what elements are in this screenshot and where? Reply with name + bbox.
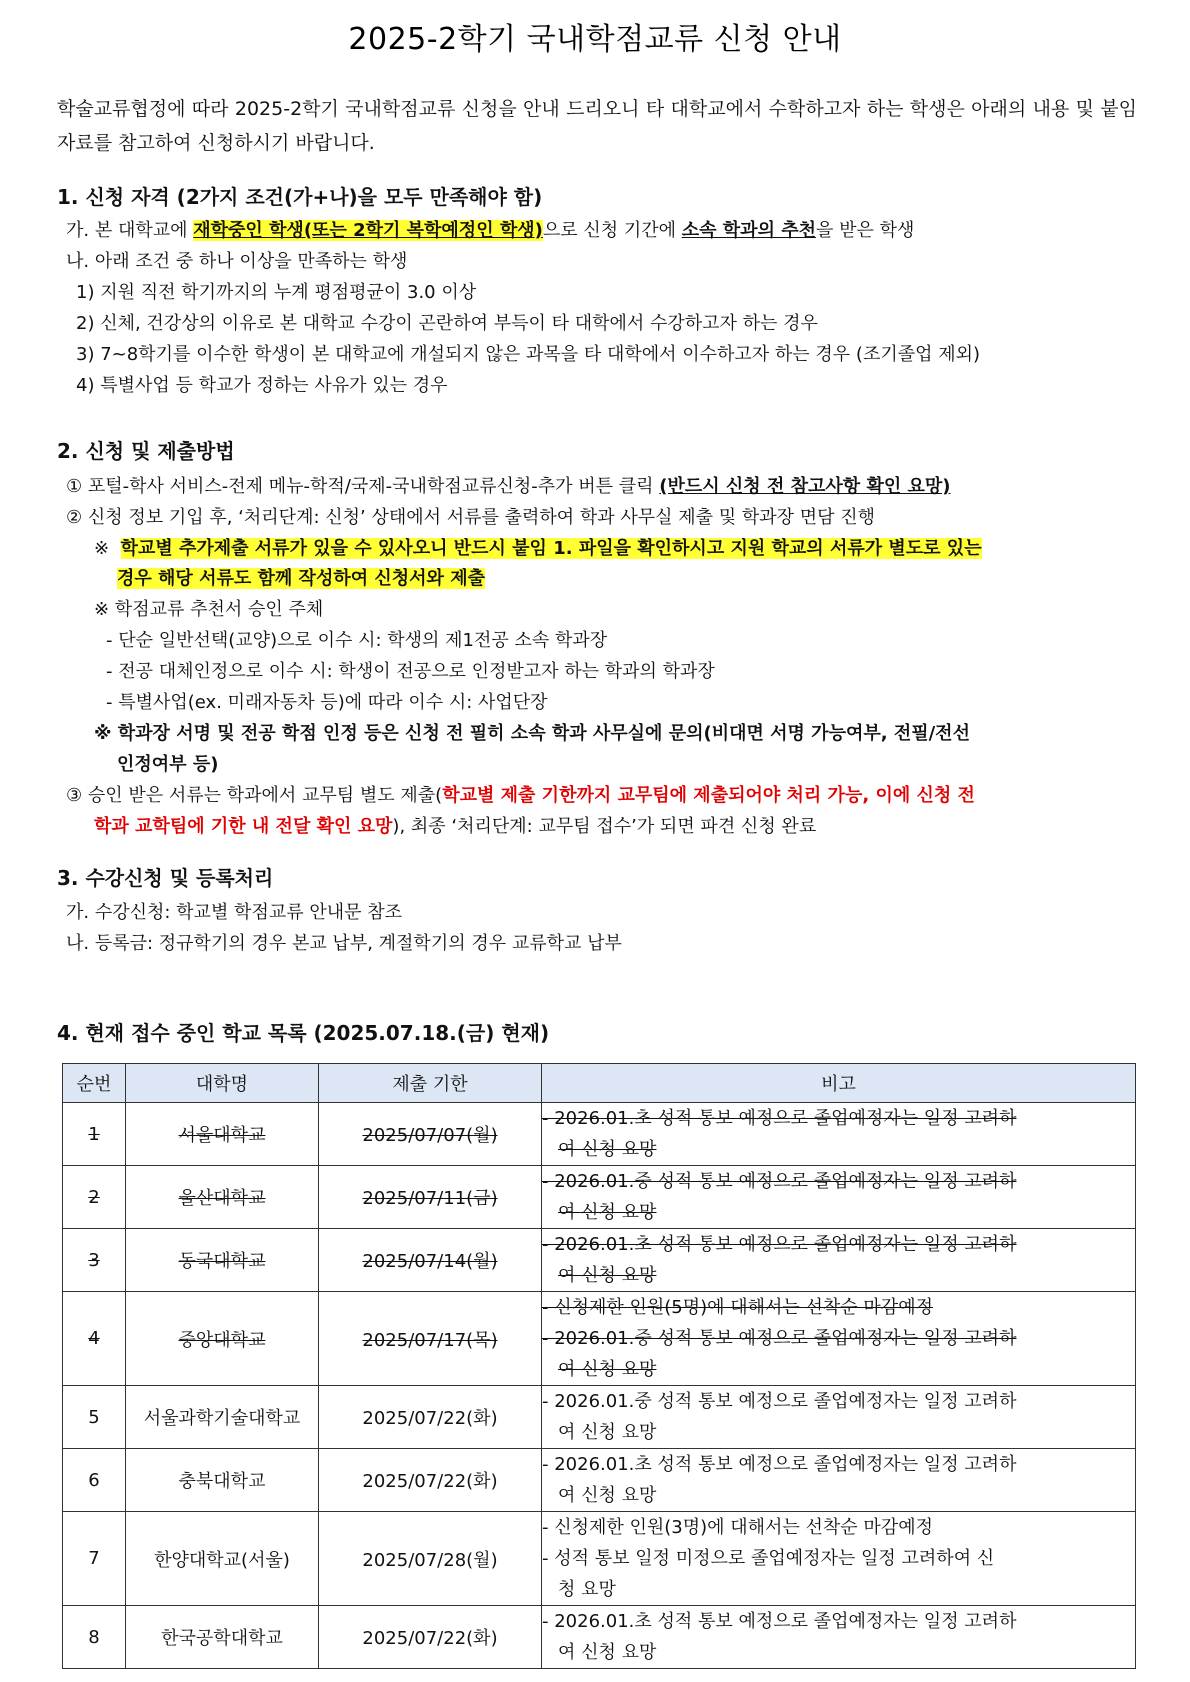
- s2-note1-highlight-a: 학교별 추가제출 서류가 있을 수 있사오니 반드시 붙임 1. 파일을 확인하시고 지원 학교의 서류가 별도로 있는: [120, 538, 982, 559]
- s3-item-ga: 가. 수강신청: 학교별 학점교류 안내문 참조: [66, 902, 402, 923]
- s2-step3-text: ③ 승인 받은 서류는 학과에서 교무팀 별도 제출(: [66, 785, 443, 806]
- table-row: [63, 1606, 1136, 1669]
- col-header-univ: 대학명: [126, 1064, 319, 1103]
- cell-univ-text: 충북대학교: [178, 1471, 266, 1492]
- intro-paragraph: 학술교류협정에 따라 2025-2학기 국내학점교류 신청을 안내 드리오니 타 대학교에서 수학하고자 하는 학생은 아래의 내용 및 붙임 자료를 참고하여 신청하시기 바랍니다.: [57, 98, 1137, 154]
- cell-no: [63, 1386, 126, 1449]
- cell-no: [63, 1449, 126, 1512]
- s1-ga-highlight: 재학중인 학생(또는 2학기 복학예정인 학생): [193, 220, 543, 241]
- s1-ga-mid: 으로 신청 기간에: [542, 220, 682, 241]
- s1-ga-underline: 소속 학과의 추천: [681, 220, 816, 241]
- table-row: [63, 1386, 1136, 1449]
- section-1-heading: 1. 신청 자격 (2가지 조건(가+나)을 모두 만족해야 함): [57, 185, 543, 209]
- cell-note: [542, 1103, 1136, 1166]
- note-line-text: - 2026.01.중 성적 통보 예정으로 졸업예정자는 일정 고려하: [542, 1328, 1017, 1349]
- table-row: [63, 1449, 1136, 1512]
- note-line-text: 여 신청 요망: [558, 1422, 657, 1443]
- cell-no: [63, 1512, 126, 1606]
- s2-step1-bold: (반드시 신청 전 참고사항 확인 요망): [659, 476, 951, 497]
- cell-no-text: 7: [88, 1548, 100, 1569]
- cell-univ: [126, 1103, 319, 1166]
- note-mark: ※: [94, 538, 110, 559]
- section-4-heading: 4. 현재 접수 중인 학교 목록 (2025.07.18.(금) 현재): [57, 1021, 550, 1045]
- note-line-text: 여 신청 요망: [558, 1359, 657, 1380]
- cell-deadline-text: 2025/07/22(화): [362, 1471, 498, 1492]
- cell-univ-text: 중앙대학교: [178, 1329, 266, 1351]
- note-line-text: 여 신청 요망: [558, 1642, 657, 1663]
- s1-condition: 3) 7~8학기를 이수한 학생이 본 대학교에 개설되지 않은 과목을 타 대학에서 이수하고자 하는 경우 (조기졸업 제외): [76, 344, 981, 365]
- cell-univ: [126, 1512, 319, 1606]
- s1-condition: 1) 지원 직전 학기까지의 누계 평점평균이 3.0 이상: [76, 282, 477, 303]
- note-line-text: - 2026.01.초 성적 통보 예정으로 졸업예정자는 일정 고려하: [542, 1611, 1017, 1632]
- cell-no-text: 3: [88, 1249, 100, 1271]
- cell-note: [542, 1292, 1136, 1386]
- s2-step-1: [66, 474, 950, 500]
- cell-deadline: [319, 1166, 542, 1229]
- cell-deadline: [319, 1103, 542, 1166]
- section-3-heading: 3. 수강신청 및 등록처리: [57, 866, 274, 890]
- s2-dash-item: - 단순 일반선택(교양)으로 이수 시: 학생의 제1전공 소속 학과장: [106, 630, 608, 651]
- cell-deadline-text: 2025/07/22(화): [362, 1408, 498, 1429]
- note-line-text: 여 신청 요망: [558, 1139, 657, 1160]
- page-title: 2025-2학기 국내학점교류 신청 안내: [348, 22, 842, 57]
- cell-no-text: 4: [88, 1328, 100, 1349]
- s2-step3-post: ), 최종 ‘처리단계: 교무팀 접수’가 되면 파견 신청 완료: [392, 816, 817, 837]
- cell-univ-text: 한국공학대학교: [161, 1628, 283, 1649]
- school-list-table: [62, 1063, 1136, 1669]
- cell-note: [542, 1606, 1136, 1669]
- s2-note-3-line-1: ※ 학과장 서명 및 전공 학점 인정 등은 신청 전 필히 소속 학과 사무실에 문의(비대면 서명 가능여부, 전필/전선: [94, 723, 970, 744]
- cell-no-text: 6: [88, 1469, 100, 1491]
- cell-deadline-text: 2025/07/11(금): [362, 1188, 498, 1209]
- cell-note: [542, 1449, 1136, 1512]
- cell-univ: [126, 1166, 319, 1229]
- table-row: [63, 1512, 1136, 1606]
- cell-deadline: [319, 1449, 542, 1512]
- table-row: [63, 1103, 1136, 1166]
- table-row: [63, 1229, 1136, 1292]
- cell-deadline: [319, 1292, 542, 1386]
- cell-univ-text: 서울과학기술대학교: [143, 1408, 301, 1429]
- table-body: [63, 1103, 1136, 1669]
- cell-deadline: [319, 1386, 542, 1449]
- s2-dash-item: - 전공 대체인정으로 이수 시: 학생이 전공으로 인정받고자 하는 학과의 학과장: [106, 661, 715, 682]
- s2-note-3-line-2: 인정여부 등): [117, 754, 219, 775]
- s2-step-3-line-2: [94, 814, 816, 840]
- s2-step-3-line-1: [66, 783, 975, 809]
- note-line-text: 여 신청 요망: [558, 1485, 657, 1506]
- cell-note: [542, 1229, 1136, 1292]
- note-line-text: - 신청제한 인원(5명)에 대해서는 선착순 마감예정: [542, 1297, 933, 1318]
- cell-no: [63, 1103, 126, 1166]
- cell-deadline-text: 2025/07/07(월): [362, 1125, 498, 1146]
- table-header-row: [63, 1064, 1136, 1103]
- s1-item-na: 나. 아래 조건 중 하나 이상을 만족하는 학생: [66, 251, 408, 272]
- cell-univ: [126, 1229, 319, 1292]
- cell-note: [542, 1512, 1136, 1606]
- s2-note1-highlight-b: 경우 해당 서류도 함께 작성하여 신청서와 제출: [117, 568, 485, 589]
- col-header-note: 비고: [542, 1064, 1136, 1103]
- note-line-text: - 2026.01.중 성적 통보 예정으로 졸업예정자는 일정 고려하: [542, 1391, 1017, 1412]
- table-row: [63, 1166, 1136, 1229]
- cell-no: [63, 1229, 126, 1292]
- note-line-text: - 2026.01.중 성적 통보 예정으로 졸업예정자는 일정 고려하: [542, 1171, 1017, 1192]
- cell-univ: [126, 1606, 319, 1669]
- s2-dash-item: - 특별사업(ex. 미래자동차 등)에 따라 이수 시: 사업단장: [106, 692, 548, 713]
- cell-no-text: 5: [88, 1406, 100, 1428]
- note-line-text: 여 신청 요망: [558, 1265, 657, 1286]
- section-2-heading: 2. 신청 및 제출방법: [57, 439, 235, 463]
- cell-no: [63, 1292, 126, 1386]
- s2-note-1-line-1: [94, 536, 982, 562]
- cell-deadline-text: 2025/07/22(화): [362, 1628, 498, 1649]
- s1-condition: 4) 특별사업 등 학교가 정하는 사유가 있는 경우: [76, 375, 448, 396]
- cell-no-text: 8: [88, 1626, 100, 1648]
- col-header-deadline: 제출 기한: [319, 1064, 542, 1103]
- cell-deadline: [319, 1512, 542, 1606]
- s2-step3-red-2: 학과 교학팀에 기한 내 전달 확인 요망: [94, 816, 393, 837]
- cell-deadline-text: 2025/07/17(목): [362, 1329, 498, 1351]
- note-line-text: 청 요망: [558, 1579, 616, 1600]
- cell-deadline-text: 2025/07/14(월): [362, 1251, 498, 1272]
- s1-ga-pre: 가. 본 대학교에: [66, 220, 194, 241]
- cell-no: [63, 1166, 126, 1229]
- cell-deadline: [319, 1606, 542, 1669]
- cell-univ-text: 서울대학교: [178, 1125, 266, 1146]
- cell-univ-text: 한양대학교(서울): [154, 1549, 290, 1571]
- s1-item-ga: [66, 218, 914, 244]
- cell-no-text: 2: [88, 1186, 100, 1208]
- s2-note-1-line-2: [117, 566, 485, 592]
- note-line-text: 여 신청 요망: [558, 1202, 657, 1223]
- note-line-text: - 2026.01.초 성적 통보 예정으로 졸업예정자는 일정 고려하: [542, 1454, 1017, 1475]
- s1-ga-post: 을 받은 학생: [816, 220, 915, 241]
- s3-item-na: 나. 등록금: 정규학기의 경우 본교 납부, 계절학기의 경우 교류학교 납부: [66, 933, 622, 954]
- cell-deadline-text: 2025/07/28(월): [362, 1549, 498, 1571]
- cell-note: [542, 1166, 1136, 1229]
- s2-note-2: ※ 학점교류 추천서 승인 주체: [94, 599, 324, 620]
- s2-step3-red: 학교별 제출 기한까지 교무팀에 제출되어야 처리 가능, 이에 신청 전: [442, 785, 975, 806]
- note-line-text: - 신청제한 인원(3명)에 대해서는 선착순 마감예정: [542, 1517, 933, 1538]
- cell-note: [542, 1386, 1136, 1449]
- cell-deadline: [319, 1229, 542, 1292]
- col-header-no: 순번: [63, 1064, 126, 1103]
- note-line-text: - 2026.01.초 성적 통보 예정으로 졸업예정자는 일정 고려하: [542, 1234, 1017, 1255]
- note-line-text: - 성적 통보 일정 미정으로 졸업예정자는 일정 고려하여 신: [542, 1548, 995, 1569]
- cell-univ: [126, 1449, 319, 1512]
- note-line-text: - 2026.01.초 성적 통보 예정으로 졸업예정자는 일정 고려하: [542, 1108, 1017, 1129]
- cell-univ: [126, 1292, 319, 1386]
- cell-no: [63, 1606, 126, 1669]
- cell-univ-text: 울산대학교: [178, 1188, 266, 1209]
- table-row: [63, 1292, 1136, 1386]
- cell-univ: [126, 1386, 319, 1449]
- s2-step1-text: ① 포털-학사 서비스-전제 메뉴-학적/국제-국내학점교류신청-추가 버튼 클릭: [66, 476, 660, 497]
- s2-step-2: ② 신청 정보 기입 후, ‘처리단계: 신청’ 상태에서 서류를 출력하여 학과 사무실 제출 및 학과장 면담 진행: [66, 507, 876, 528]
- s1-condition: 2) 신체, 건강상의 이유로 본 대학교 수강이 곤란하여 부득이 타 대학에서 수강하고자 하는 경우: [76, 313, 818, 334]
- cell-univ-text: 동국대학교: [178, 1251, 266, 1272]
- cell-no-text: 1: [88, 1123, 100, 1145]
